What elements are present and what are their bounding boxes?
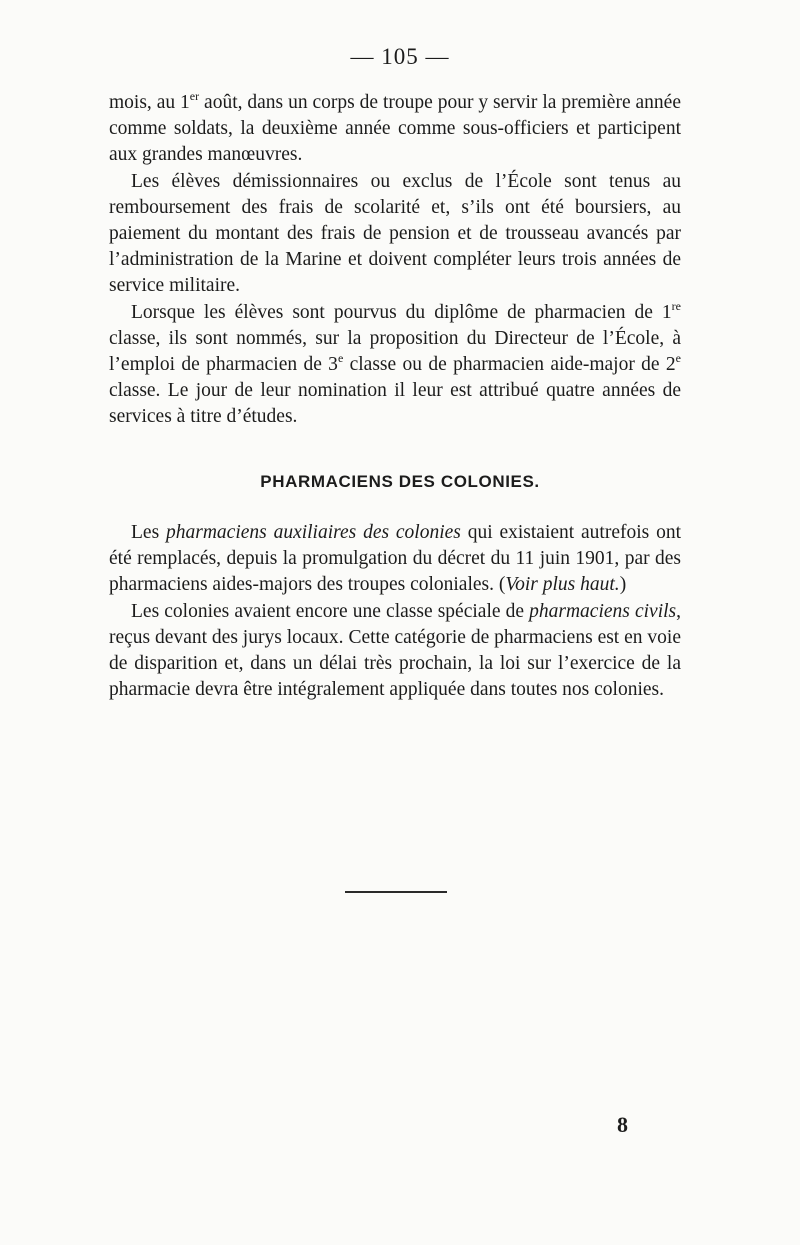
paragraph-resignation: Les élèves démissionnaires ou exclus de l’École sont tenus au remboursement des frais de scolarité et, s’ils ont été boursiers, au paiement du montant des frais de pension et de trousseau avancés par l’administration de la Marine et doivent compléter leurs trois années de service militaire. (109, 170, 681, 297)
section-divider (345, 891, 447, 893)
text-segment: Lorsque les élèves sont pourvus du diplôme de pharmacien de 1 (131, 301, 672, 323)
section-heading: PHARMACIENS DES COLONIES. (260, 472, 540, 491)
paragraph-auxiliaires (109, 520, 681, 599)
continued-text (109, 90, 681, 431)
text-segment: août, dans un corps de troupe pour y servir la première année comme soldats, la deuxième année comme sous-officiers et participent aux grandes manœuvres. (109, 92, 681, 166)
superscript: er (189, 89, 200, 103)
page-number: — 105 — (350, 44, 450, 69)
italic-term: Voir plus haut. (505, 574, 620, 596)
text-segment: classe, ils sont nommés, sur la proposition du Directeur de l’École, à l’emploi de pharmacien de 3 (109, 327, 681, 376)
italic-term: pharmaciens civils (529, 600, 677, 622)
superscript: e (337, 351, 344, 366)
text-segment: qui existaient autrefois ont été remplacés, depuis la promulgation du décret du 11 juin 1901, par des pharmaciens aides-majors des troupes coloniales. ( (109, 522, 681, 596)
text-segment: Les (131, 522, 166, 543)
paragraph-appointment (109, 300, 681, 431)
superscript: re (671, 298, 681, 313)
paragraph-continuation (109, 90, 681, 169)
text-segment: mois, au 1 (109, 92, 190, 113)
text-segment: ) (619, 574, 627, 596)
paragraph-civils (109, 599, 681, 704)
italic-term: pharmaciens auxiliaires des colonies (166, 522, 461, 543)
text-segment: Les colonies avaient encore une classe spéciale de (131, 600, 530, 622)
text-segment: classe ou de pharmacien aide-major de 2 (343, 354, 676, 376)
text-segment: classe. Le jour de leur nomination il leur est attribué quatre années de services à titre d’études. (109, 380, 681, 428)
text-segment: , reçus devant des jurys locaux. Cette catégorie de pharmaciens est en voie de disparition et, dans un délai très prochain, la loi sur l’exercice de la pharmacie devra être intégralement appliquée dans toutes nos colonies. (109, 600, 681, 701)
signature-mark: 8 (617, 1112, 628, 1137)
superscript: e (675, 351, 681, 366)
section-text (109, 520, 681, 703)
